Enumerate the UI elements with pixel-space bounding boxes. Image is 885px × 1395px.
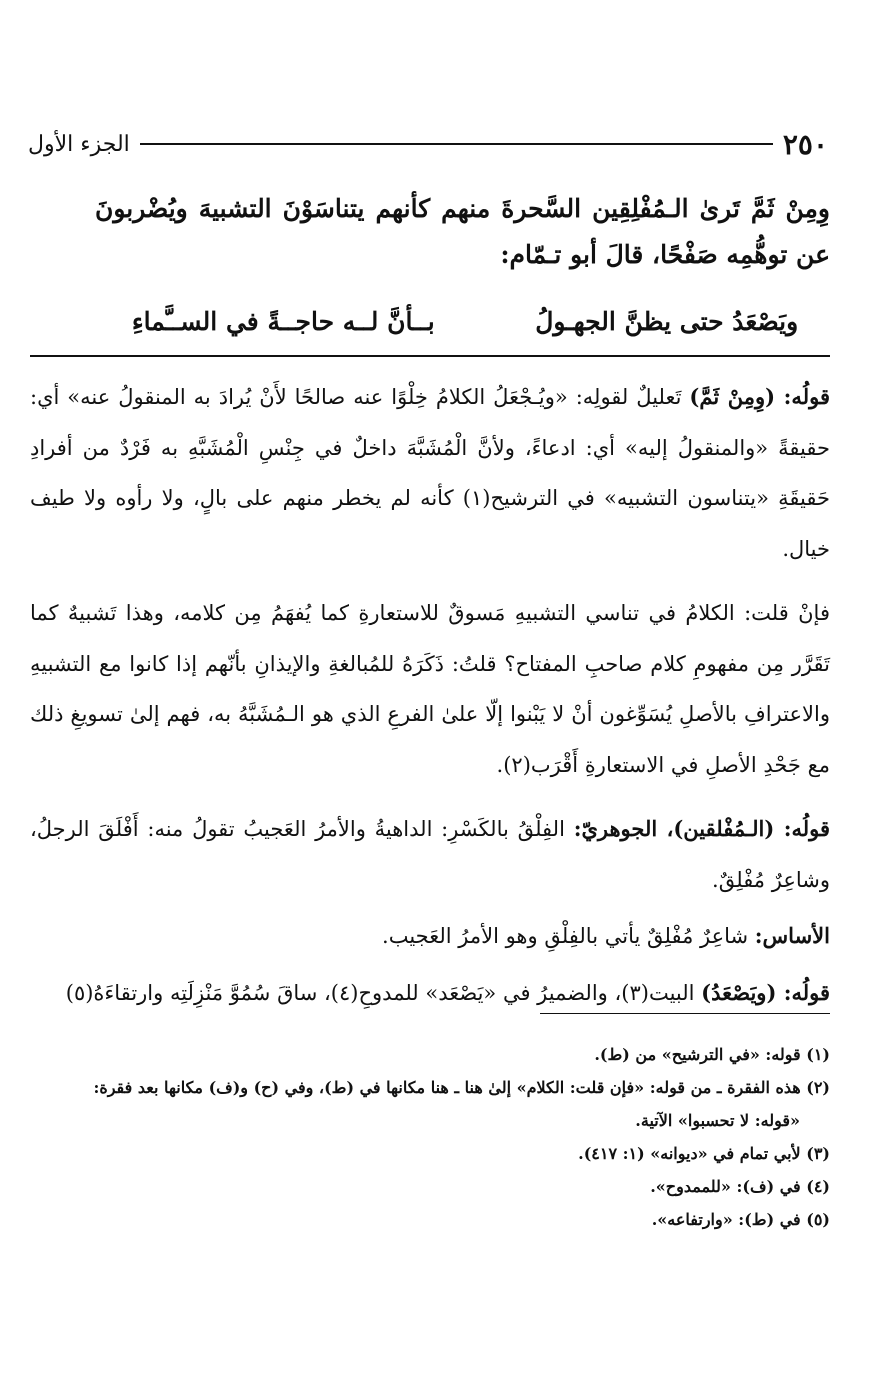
paragraph-text: البيت(٣)، والضميرُ في «يَصْعَد» للمدوحِ(٤)، ساقَ سُمُوَّ مَنْزِلَتِه وارتقاءَهُ(٥) — [65, 980, 702, 1005]
running-title: الجزء الأول — [28, 131, 130, 157]
paragraph-lead: قولُه: (وِمِنْ ثَمَّ) — [689, 384, 830, 409]
paragraph-text: الفِلْقُ بالكَسْرِ: الداهيةُ والأمرُ العَجيبُ تقولُ منه: أَفْلَقَ الرجلُ، وشاعِرٌ مُفْلِقٌ. — [30, 817, 830, 892]
footnote: (٥) في (ط): «وارتفاعه». — [651, 1210, 830, 1229]
footnote: (٢) هذه الفقرة ـ من قوله: «فإن قلت: الكلام» إلىٰ هنا ـ هنا مكانها في (ط)، وفي (ح) و(ف) مكانها بعد فقرة: — [93, 1078, 830, 1097]
footnote: (١) قوله: «في الترشيح» من (ط). — [594, 1045, 830, 1064]
footnote: (٤) في (ف): «للممدوح». — [650, 1177, 830, 1196]
commentary-paragraph — [30, 911, 830, 962]
matn-paragraph: وِمِنْ ثَمَّ تَرىٰ الـمُفْلِقِين السَّحرةَ منهم كأنهم يتناسَوْنَ التشبيهَ ويُضْربونَ عن توهُّمِه صَفْحًا، قالَ أبو تـمّام: — [95, 194, 830, 269]
footnotes — [40, 1038, 830, 1236]
footnote-continuation: «قوله: لا تحسبوا» الآتية. — [635, 1111, 800, 1130]
paragraph-text: تَعليلٌ لقولِه: «ويُـجْعَلُ الكلامُ خِلْوًا عنه صالحًا لأَنْ يُرادَ به المنقولُ عنه» أي: حقيقةً «والمنقولُ إليه» أي: ادعاءً، ولأنَّ الْمُشَبَّهَ داخلٌ في جِنْسِ الْمُشَبَّهِ به فَرْدٌ من أفرادِ حَقيقَةِ «يتناسون التشبيه» في الترشيح(١) كأنه لم يخطر منهم على بالٍ، ولا رأوه ولا طيف خيال. — [30, 385, 831, 561]
page-header — [28, 126, 828, 162]
footnote: (٣) لأبي تمام في «ديوانه» (١: ٤١٧). — [578, 1144, 830, 1163]
page-number: ٢٥٠ — [782, 127, 828, 161]
paragraph-lead: قولُه: (ويَصْعَدُ) — [701, 979, 830, 1005]
main-text — [95, 186, 830, 278]
commentary-paragraph — [30, 968, 830, 1019]
verse-first-hemistich: ويَصْعَدُ حتى يظنَّ الجهـولُ — [535, 306, 799, 336]
commentary — [30, 372, 830, 1024]
paragraph-lead: قولُه: (الـمُفْلقين)، الجوهريّ: — [573, 816, 830, 841]
footnote-rule — [540, 1013, 830, 1014]
header-rule — [140, 143, 773, 145]
commentary-paragraph — [30, 372, 830, 574]
commentary-paragraph — [30, 804, 830, 905]
paragraph-text: فإنْ قلت: الكلامُ في تناسي التشبيهِ مَسوقٌ للاستعارةِ كما يُفهَمُ مِن كلامه، وهذا تَشبيهٌ كما تَقَرَّر مِن مفهومِ كلام صاحبِ المفتاح؟ قلتُ: ذَكَرَهُ للمُبالغةِ والإيذانِ بأنّهم إذا كانوا مع التشبيهِ والاعترافِ بالأصلِ يُسَوِّغون أنْ لا يَبْنوا إلّا علىٰ الفرعِ الذي هو الـمُشَبَّهُ به، فهم إلىٰ تسويغِ ذلك مع جَحْدِ الأصلِ في الاستعارةِ أَقْرَب(٢). — [30, 601, 830, 777]
paragraph-text: شاعِرٌ مُفْلِقٌ يأتي بالفِلْقِ وهو الأمرُ العَجيب. — [382, 924, 755, 948]
section-divider — [30, 355, 830, 357]
paragraph-lead: الأساس: — [754, 923, 830, 948]
commentary-paragraph — [30, 588, 830, 790]
poem-verse — [120, 298, 830, 344]
verse-second-hemistich: بــأنَّ لــه حاجــةً في الســَّماءِ — [131, 306, 435, 336]
